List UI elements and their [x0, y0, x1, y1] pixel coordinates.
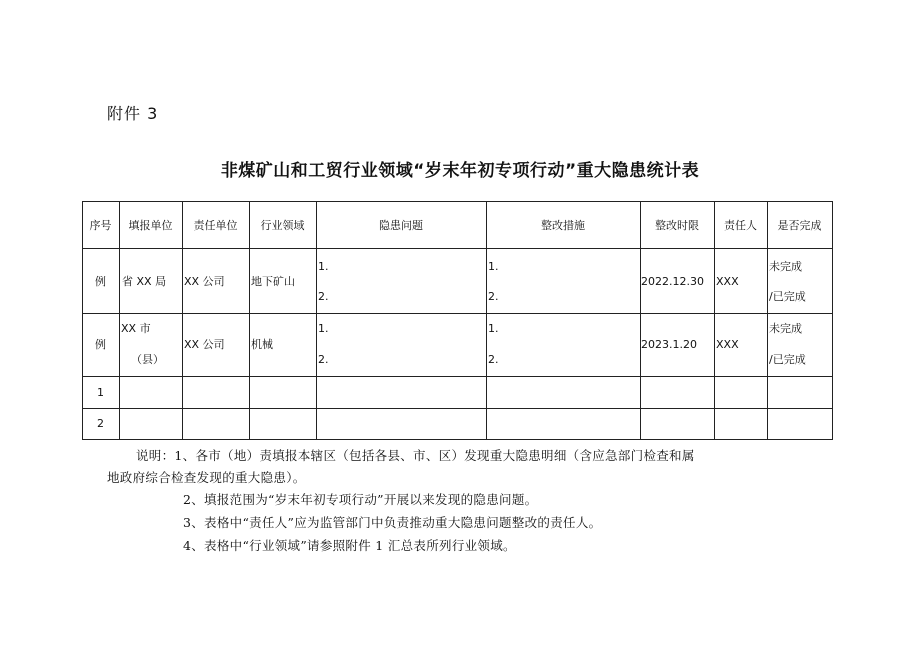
row-reporting-unit: XX 市	[121, 322, 151, 335]
row-status-1: 未完成	[769, 322, 802, 335]
row-person: XXX	[716, 275, 739, 288]
header-industry: 行业领域	[260, 219, 305, 232]
column-divider	[714, 201, 715, 440]
row-divider	[82, 408, 833, 409]
header-completed: 是否完成	[777, 219, 822, 232]
row-problem-1: 1.	[318, 260, 329, 273]
table-border-left	[82, 201, 83, 440]
row-person: XXX	[716, 338, 739, 351]
row-reporting-unit-sub: （县）	[131, 353, 164, 366]
table-border-top	[82, 201, 833, 202]
row-divider	[82, 376, 833, 377]
column-divider	[316, 201, 317, 440]
column-divider	[767, 201, 768, 440]
row-status-1: 未完成	[769, 260, 802, 273]
table-border-bottom	[82, 439, 833, 440]
row-seq: 例	[95, 275, 106, 288]
row-deadline: 2023.1.20	[641, 338, 697, 351]
header-seq: 序号	[89, 219, 112, 232]
note-line: 2、填报范围为“岁末年初专项行动”开展以来发现的隐患问题。	[183, 492, 538, 507]
row-measure-2: 2.	[488, 290, 499, 303]
header-person: 责任人	[724, 219, 757, 232]
row-seq: 2	[97, 417, 104, 430]
column-divider	[182, 201, 183, 440]
attachment-label: 附件 3	[107, 104, 159, 123]
row-status-2: /已完成	[769, 353, 806, 366]
row-reporting-unit: 省 XX 局	[122, 275, 167, 288]
column-divider	[119, 201, 120, 440]
row-problem-2: 2.	[318, 353, 329, 366]
row-deadline: 2022.12.30	[641, 275, 704, 288]
header-responsible-unit: 责任单位	[193, 219, 238, 232]
row-responsible-unit: XX 公司	[184, 275, 225, 288]
row-industry: 地下矿山	[251, 275, 295, 288]
header-row-divider	[82, 248, 833, 249]
note-line: 4、表格中“行业领域”请参照附件 1 汇总表所列行业领域。	[183, 538, 516, 553]
row-status-2: /已完成	[769, 290, 806, 303]
row-seq: 例	[95, 338, 106, 351]
row-problem-2: 2.	[318, 290, 329, 303]
row-measure-2: 2.	[488, 353, 499, 366]
note-line: 说明：1、各市（地）责填报本辖区（包括各县、市、区）发现重大隐患明细（含应急部门检查和属	[136, 448, 695, 463]
column-divider	[640, 201, 641, 440]
row-responsible-unit: XX 公司	[184, 338, 225, 351]
column-divider	[249, 201, 250, 440]
row-measure-1: 1.	[488, 322, 499, 335]
hazard-statistics-table	[82, 201, 833, 440]
document-title: 非煤矿山和工贸行业领域“岁末年初专项行动”重大隐患统计表	[220, 161, 700, 181]
note-line: 地政府综合检查发现的重大隐患）。	[107, 470, 306, 485]
row-measure-1: 1.	[488, 260, 499, 273]
header-rectification-measure: 整改措施	[541, 219, 585, 232]
column-divider	[486, 201, 487, 440]
row-seq: 1	[97, 386, 104, 399]
row-problem-1: 1.	[318, 322, 329, 335]
note-line: 3、表格中“责任人”应为监管部门中负责推动重大隐患问题整改的责任人。	[183, 515, 602, 530]
header-deadline: 整改时限	[655, 219, 699, 232]
header-reporting-unit: 填报单位	[128, 219, 173, 232]
header-hazard-problem: 隐患问题	[379, 219, 423, 232]
row-industry: 机械	[251, 338, 273, 351]
row-divider	[82, 313, 833, 314]
table-border-right	[832, 201, 833, 440]
